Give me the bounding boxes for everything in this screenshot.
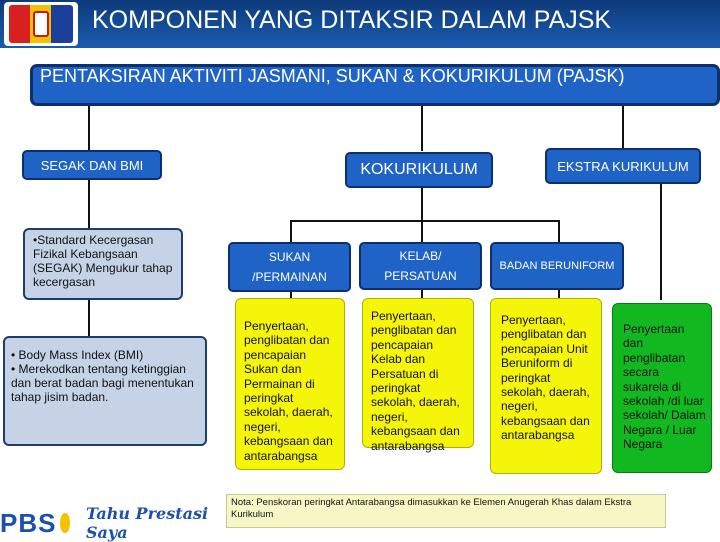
pbs-brand: PBS [0,507,57,538]
connector-segak-bmi [88,300,90,338]
category-kokurikulum: KOKURIKULUM [345,152,493,188]
subcategory-kelab [359,242,482,290]
connector-kokurikulum-down [421,185,423,220]
detail-kelab: Penyertaan, penglibatan dan pencapaian Kelab dan Persatuan di peringkat sekolah, daerah, negeri, kebangsaan dan antarabangsa [362,298,474,448]
segak-bmi-box: • Body Mass Index (BMI) • Merekodkan tentang ketinggian dan berat badan bagi menentukan tahap jisim badan. [3,336,207,446]
segak-standard-box: •Standard Kecergasan Fizikal Kebangsaan (SEGAK) Mengukur tahap kecergasan [23,228,183,300]
connector-ekstra [622,106,624,151]
connector-segak [88,106,90,151]
subcategory-sukan-line2: /PERMAINAN [252,270,327,284]
pbs-swoosh-icon [60,513,70,533]
detail-sukan: Penyertaan, penglibatan dan pencapaian Sukan dan Permainan di peringkat sekolah, daerah, negeri, kebangsaan dan antarabangsa [235,298,345,470]
connector-kelab [421,220,423,242]
subcategory-kelab-line2: PERSATUAN [384,269,457,283]
footnote: Nota: Penskoran peringkat Antarabangsa dimasukkan ke Elemen Anugerah Khas dalam Ekstra Kurikulum [226,494,666,528]
connector-sukan [290,220,292,242]
connector-horizontal [290,220,560,222]
detail-badan: Penyertaan, penglibatan dan pencapaian Unit Beruniform di peringkat sekolah, daerah, negeri, kebangsaan dan antarabangsa [490,298,602,474]
category-ekstra: EKSTRA KURIKULUM [545,148,701,184]
category-segak: SEGAK DAN BMI [22,150,162,180]
subcategory-badan: BADAN BERUNIFORM [490,242,624,290]
subcategory-sukan [228,242,351,292]
footer-logo [0,506,220,540]
subcategory-kelab-line1: KELAB/ [399,249,442,263]
page-title: KOMPONEN YANG DITAKSIR DALAM PAJSK [92,6,612,34]
malaysia-crest-icon [4,2,78,46]
subcategory-sukan-line1: SUKAN [268,250,311,264]
connector-badan [558,220,560,242]
connector-segak-down [88,180,90,230]
connector-kokurikulum [421,106,423,151]
footer-tagline: Tahu Prestasi Saya [85,504,209,542]
root-label: PENTAKSIRAN AKTIVITI JASMANI, SUKAN & KOKURIKULUM (PAJSK) [40,66,625,86]
detail-ekstra: Penyertaan dan penglibatan secara sukarela di sekolah /di luar sekolah/ Dalam Negara / Luar Negara [612,303,712,473]
connector-ekstra-detail [660,180,662,300]
